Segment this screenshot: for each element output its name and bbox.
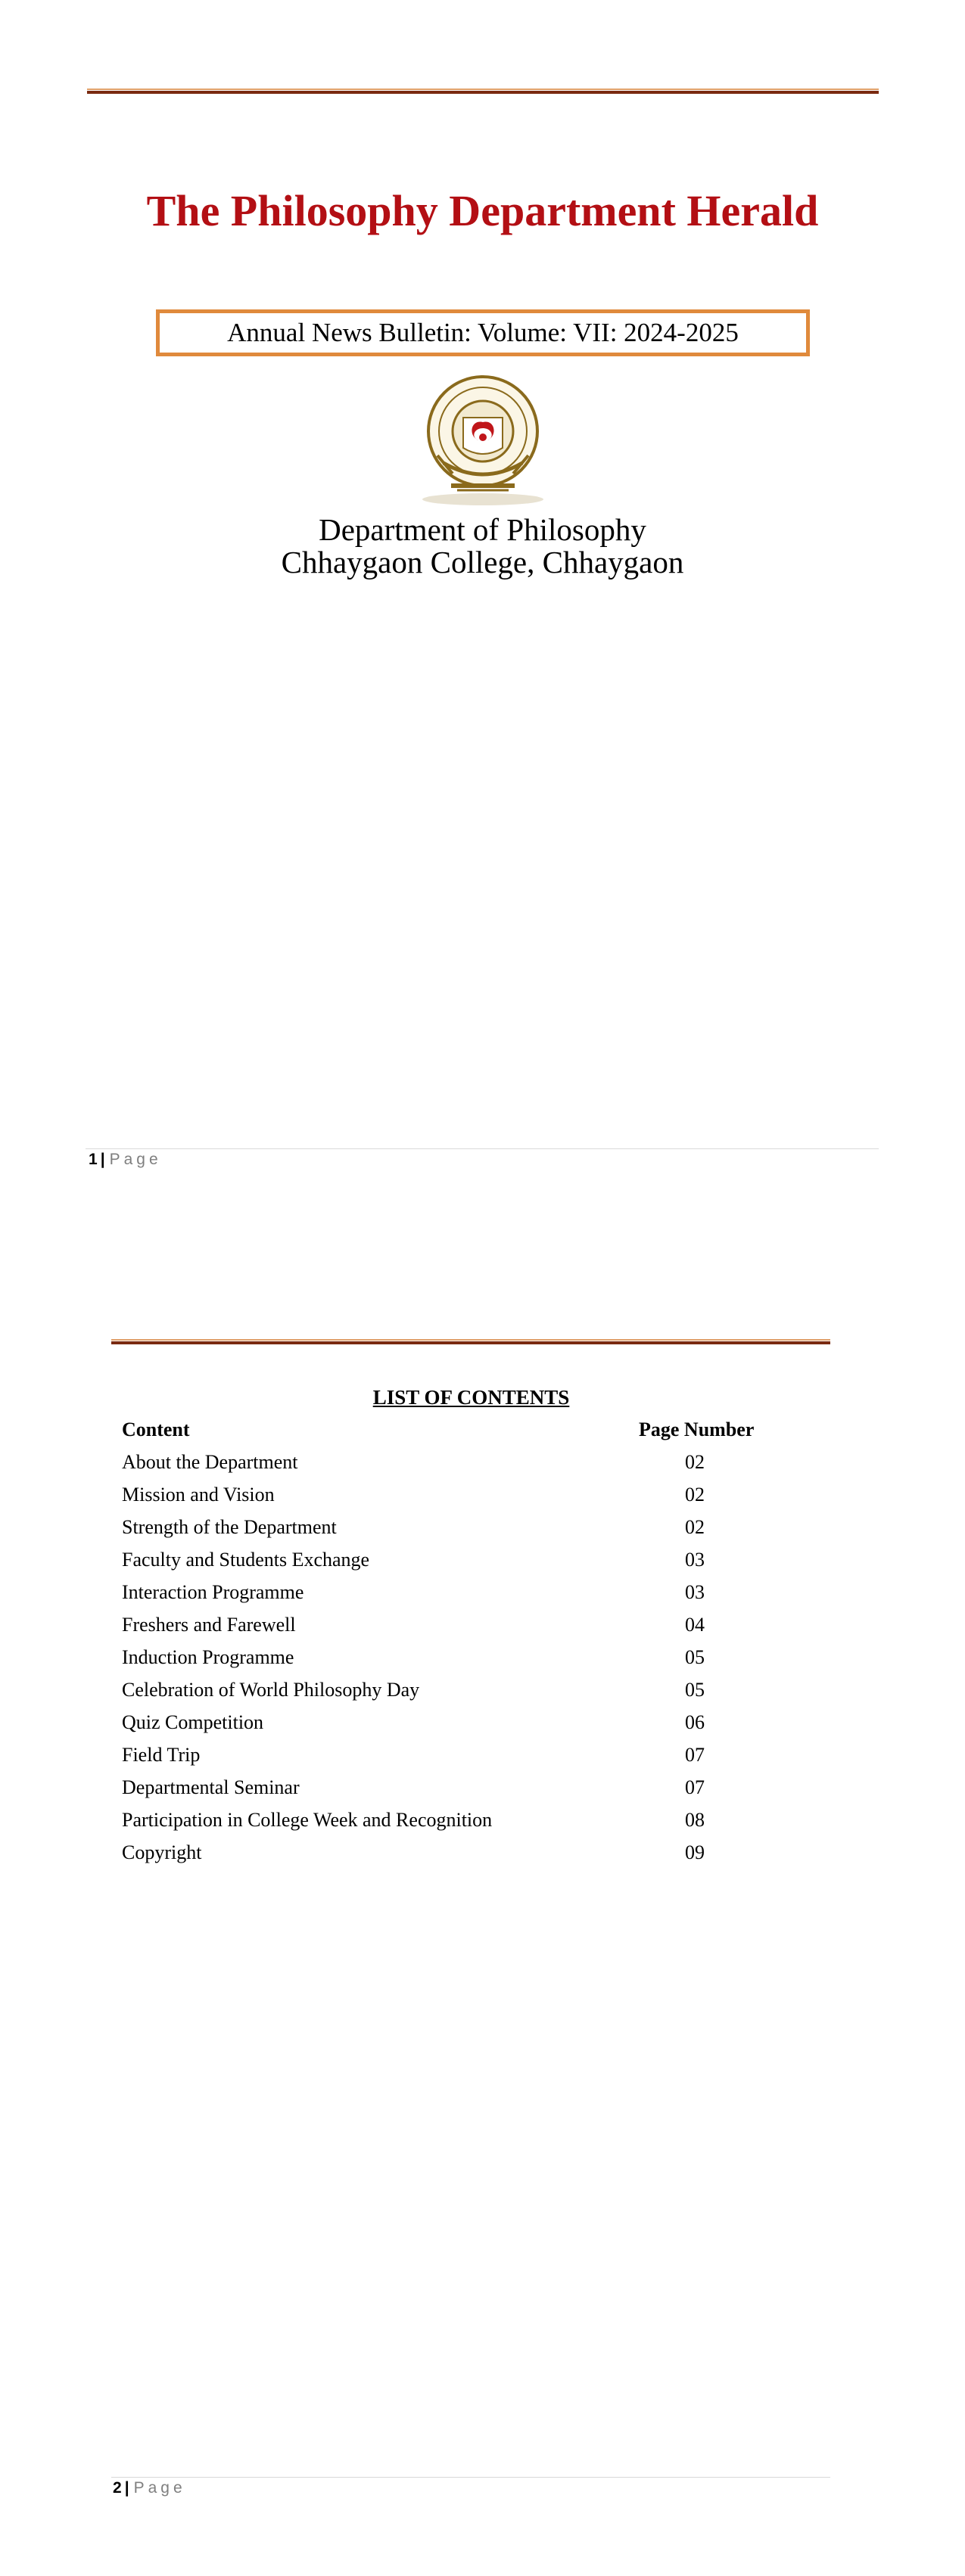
toc-entry-page: 02 bbox=[685, 1451, 705, 1473]
page-number: 2 bbox=[113, 2479, 122, 2497]
toc-row bbox=[0, 1711, 965, 1744]
toc-entry-page: 02 bbox=[685, 1484, 705, 1506]
toc-entry-page: 02 bbox=[685, 1516, 705, 1538]
toc-row bbox=[0, 1776, 965, 1809]
college-emblem-logo bbox=[392, 372, 574, 508]
page-word: Page bbox=[133, 2479, 186, 2497]
toc-entry-title: Faculty and Students Exchange bbox=[122, 1549, 370, 1571]
toc-entry-title: Participation in College Week and Recognition bbox=[122, 1809, 493, 1831]
toc-entry-page: 05 bbox=[685, 1679, 705, 1701]
page-number: 1 bbox=[89, 1151, 98, 1168]
page-2 bbox=[0, 1286, 965, 2576]
header-rule bbox=[111, 1339, 830, 1344]
toc-entry-title: About the Department bbox=[122, 1451, 298, 1473]
toc-entry-page: 07 bbox=[685, 1744, 705, 1766]
toc-entry-title: Celebration of World Philosophy Day bbox=[122, 1679, 420, 1701]
toc-row bbox=[0, 1549, 965, 1581]
toc-entry-title: Induction Programme bbox=[122, 1646, 294, 1668]
toc-entry-title: Interaction Programme bbox=[122, 1581, 304, 1603]
footer-divider bbox=[86, 1148, 879, 1149]
toc-row bbox=[0, 1744, 965, 1776]
toc-row bbox=[0, 1484, 965, 1516]
footer-separator: | bbox=[100, 1151, 105, 1168]
page-1 bbox=[0, 0, 965, 1286]
toc-row bbox=[0, 1451, 965, 1484]
toc-entry-title: Mission and Vision bbox=[122, 1484, 275, 1506]
toc-entry-title: Freshers and Farewell bbox=[122, 1614, 296, 1636]
toc-entry-page: 05 bbox=[685, 1646, 705, 1668]
footer-separator: | bbox=[124, 2479, 129, 2497]
toc-row bbox=[0, 1581, 965, 1614]
footer-divider bbox=[111, 2477, 830, 2478]
college-name: Chhaygaon College, Chhaygaon bbox=[281, 545, 684, 580]
toc-entry-page: 06 bbox=[685, 1711, 705, 1733]
toc-column-page: Page Number bbox=[639, 1419, 755, 1440]
toc-row bbox=[0, 1646, 965, 1679]
toc-entry-page: 04 bbox=[685, 1614, 705, 1636]
toc-row bbox=[0, 1679, 965, 1711]
toc-entry-title: Strength of the Department bbox=[122, 1516, 337, 1538]
toc-entry-page: 09 bbox=[685, 1841, 705, 1863]
toc-column-content: Content bbox=[122, 1419, 190, 1440]
bulletin-title: The Philosophy Department Herald bbox=[146, 186, 819, 235]
toc-entry-page: 08 bbox=[685, 1809, 705, 1831]
page-word: Page bbox=[109, 1151, 162, 1168]
toc-entry-page: 03 bbox=[685, 1549, 705, 1571]
toc-heading: LIST OF CONTENTS bbox=[372, 1386, 570, 1409]
page-footer bbox=[89, 1151, 162, 1169]
volume-banner: Annual News Bulletin: Volume: VII: 2024-2025 bbox=[156, 309, 810, 356]
toc-row bbox=[0, 1841, 965, 1874]
toc-entry-page: 03 bbox=[685, 1581, 705, 1603]
toc-row bbox=[0, 1614, 965, 1646]
toc-entry-title: Field Trip bbox=[122, 1744, 201, 1766]
page-footer bbox=[113, 2479, 186, 2497]
header-rule bbox=[87, 89, 879, 94]
toc-entry-title: Quiz Competition bbox=[122, 1711, 264, 1733]
toc-entry-page: 07 bbox=[685, 1776, 705, 1798]
toc-row bbox=[0, 1809, 965, 1841]
toc-entry-title: Copyright bbox=[122, 1841, 202, 1863]
department-name: Department of Philosophy bbox=[319, 512, 646, 547]
toc-entry-title: Departmental Seminar bbox=[122, 1776, 300, 1798]
toc-row bbox=[0, 1516, 965, 1549]
